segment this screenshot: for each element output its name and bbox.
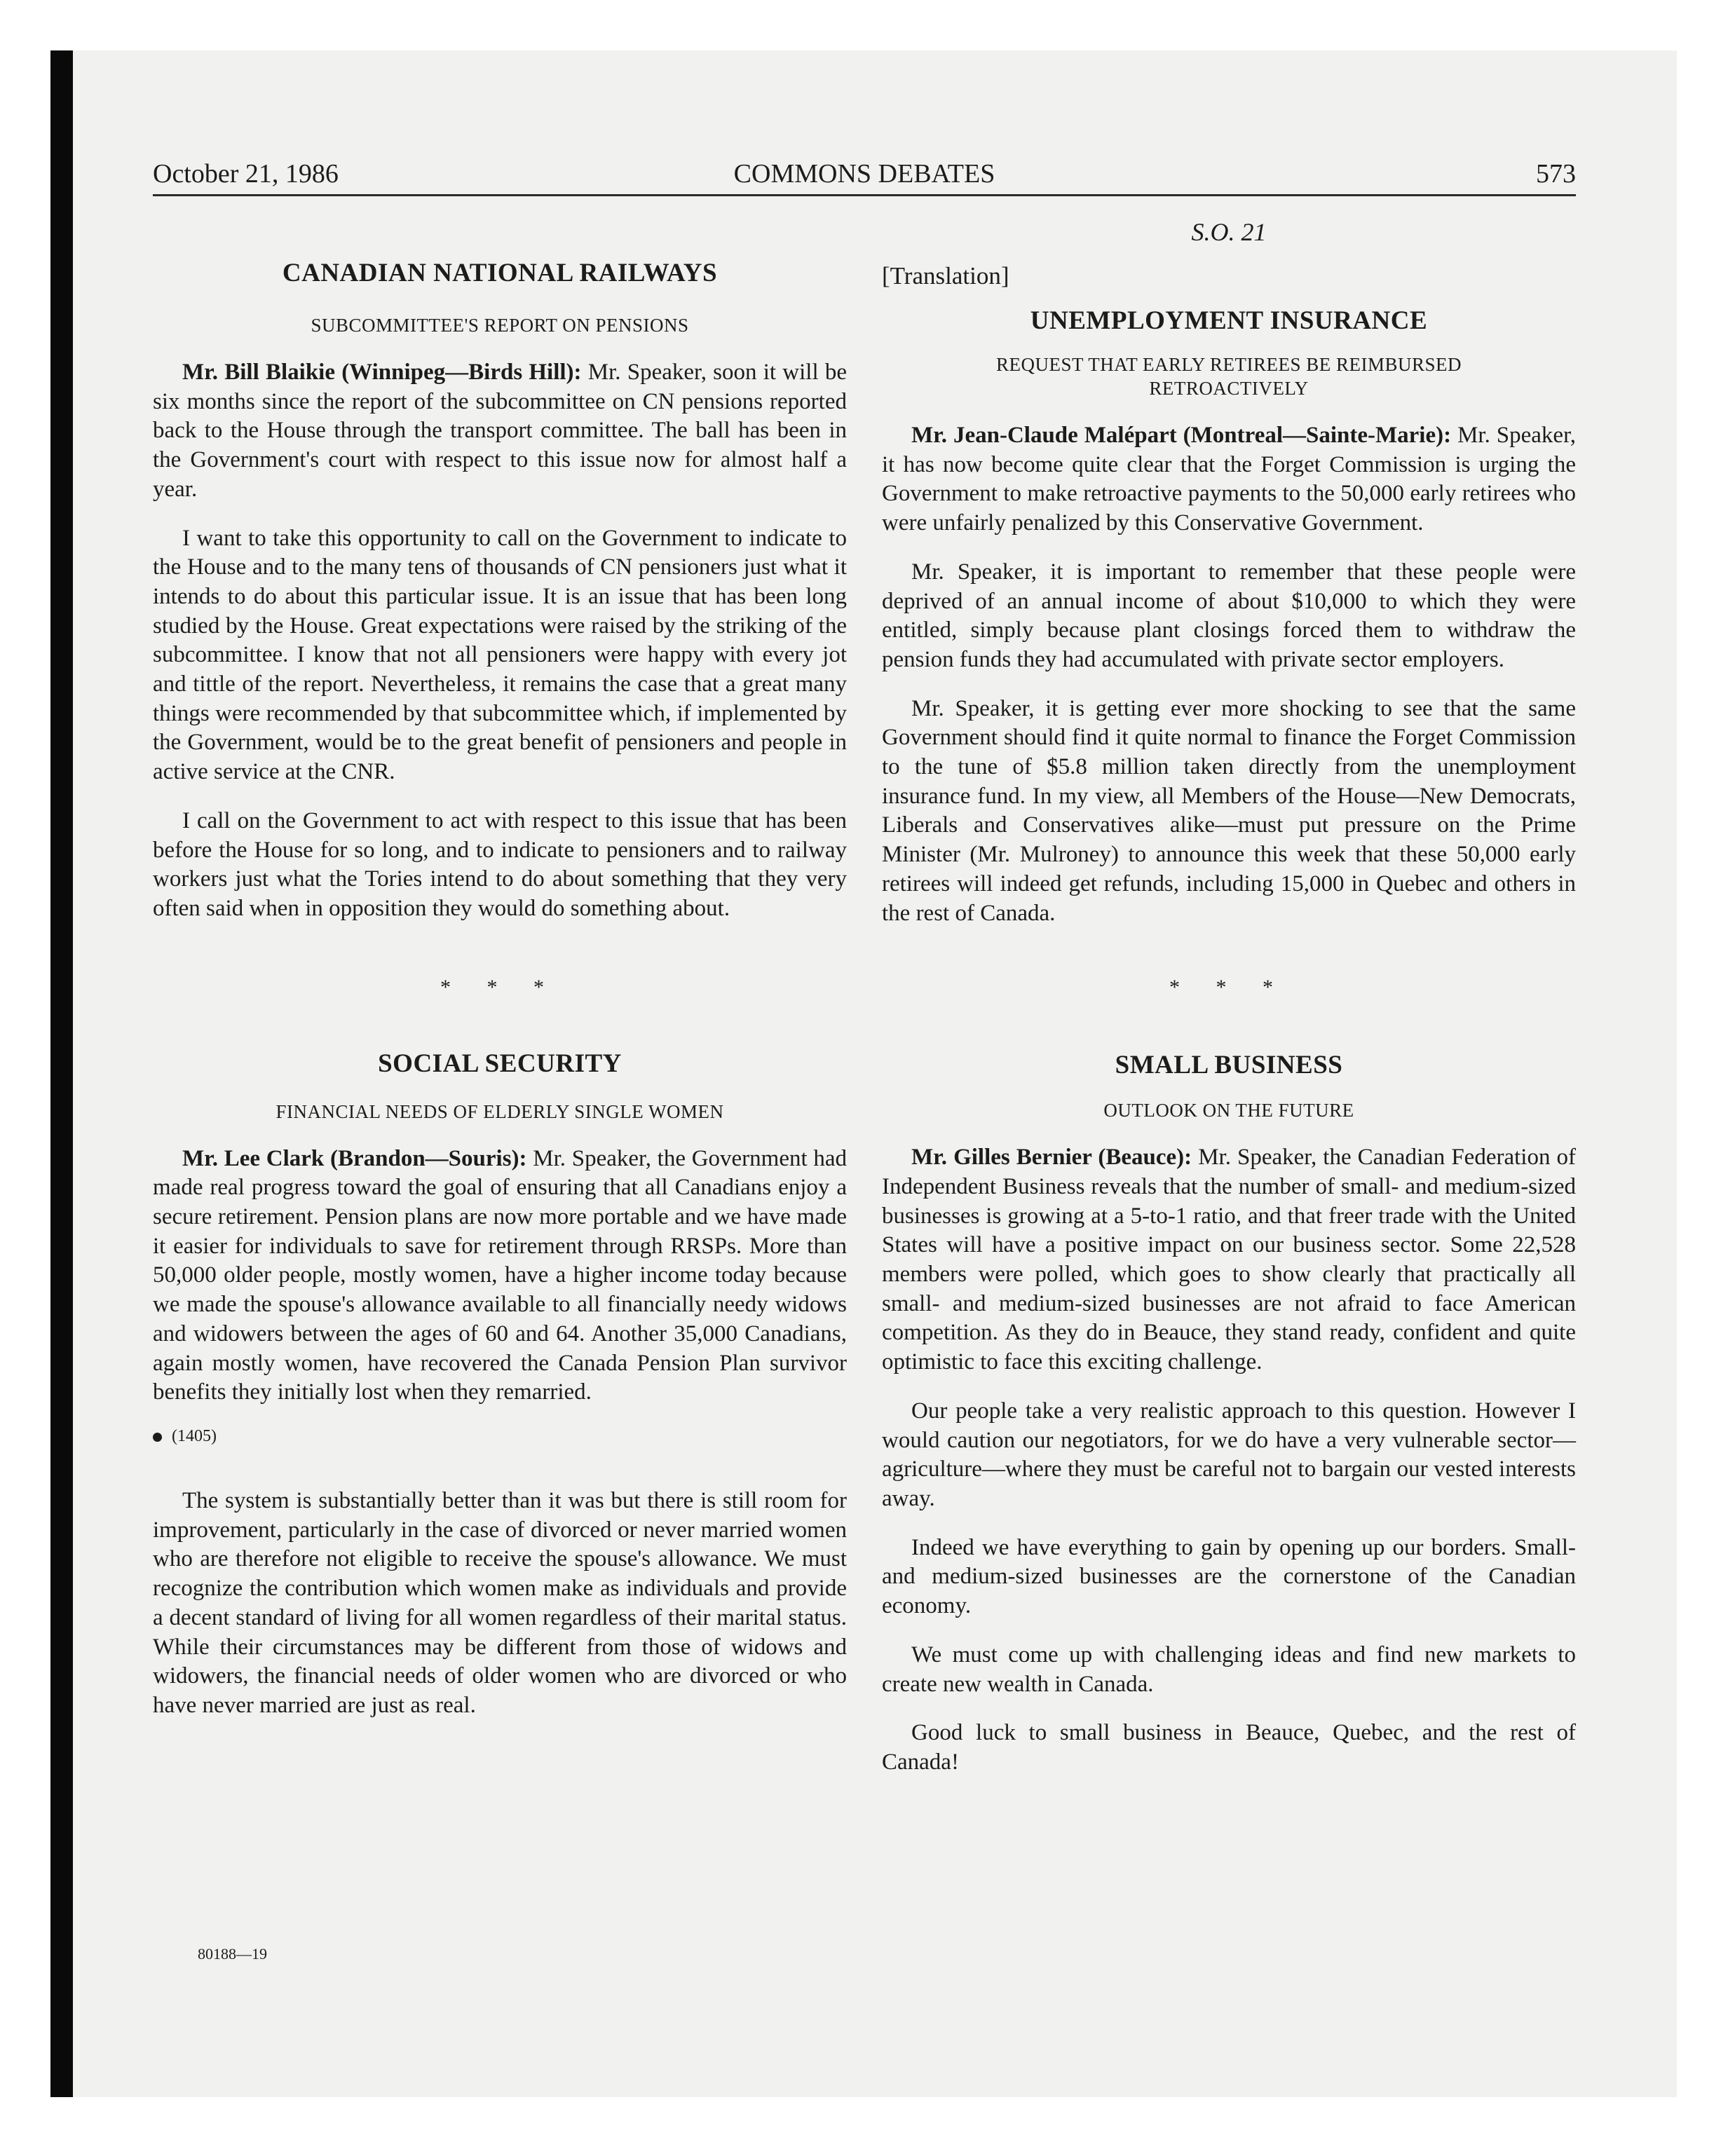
speech-paragraph: The system is substantially better than it was but there is still room for improvement, particularly in the case of divorced or never married women who are therefore not eligible to receive the spouse's allowance. We must recognize the contribution which women make as individuals and provide a decent standard of living for all women regardless of their marital status. While their circumstances may be different from those of widows and widowers, the financial needs of older women who are divorced or who have never married are just as real. bbox=[153, 1487, 847, 1718]
speech-paragraph: Mr. Jean-Claude Malépart (Montreal—Sainte-Marie): Mr. Speaker, it has now become quite clear that the Forget Commission is urging the Government to make retroactive payments to the 50,000 early retirees who were unfairly penalized by this Conservative Government. bbox=[882, 423, 1576, 536]
section-separator: * * * bbox=[1169, 976, 1288, 999]
speaker-name: Mr. Gilles Bernier (Beauce): bbox=[911, 1145, 1192, 1171]
speaker-name: Mr. Jean-Claude Malépart (Montreal—Sainte-Marie): bbox=[911, 423, 1452, 448]
speech-paragraph: Mr. Lee Clark (Brandon—Souris): Mr. Speaker, the Government had made real progress toward the goal of ensuring that all Canadians enjoy a secure retirement. Pension plans are now more portable and we have made it easier for individuals to save for retirement through RRSPs. More than 50,000 older people, mostly women, have a higher income today because we made the spouse's allowance available to all financially needy widows and widowers between the ages of 60 and 64. Another 35,000 Canadians, again mostly women, have recovered the Canada Pension Plan survivor benefits they initially lost when they remarried. bbox=[153, 1145, 848, 1405]
speech-paragraph: Good luck to small business in Beauce, Quebec, and the rest of Canada! bbox=[882, 1720, 1576, 1775]
section-subtitle-elderly-women: FINANCIAL NEEDS OF ELDERLY SINGLE WOMEN bbox=[275, 1100, 724, 1122]
section-title-cn-railways: CANADIAN NATIONAL RAILWAYS bbox=[282, 259, 718, 287]
section-subtitle-early-retirees: RETROACTIVELY bbox=[1149, 378, 1309, 399]
translation-label: [Translation] bbox=[882, 262, 1009, 289]
speech-paragraph: Mr. Speaker, it is getting ever more shocking to see that the same Government should find it quite normal to finance the Forget Commission to the tune of $5.8 million taken directly from the unemployment insurance fund. In my view, all Members of the House—New Democrats, Liberals and Conservatives alike—must put pressure on the Prime Minister (Mr. Mulroney) to announce this week that these 50,000 early retirees will indeed get refunds, including 15,000 in Quebec and others in the rest of Canada. bbox=[882, 695, 1576, 926]
footer-code: 80188—19 bbox=[198, 1945, 267, 1963]
page-number: 573 bbox=[1536, 159, 1576, 189]
header-rule bbox=[153, 194, 1576, 196]
speech-paragraph: Indeed we have everything to gain by opening up our borders. Small- and medium-sized businesses are the cornerstone of the Canadian economy. bbox=[882, 1534, 1576, 1619]
section-separator: * * * bbox=[440, 975, 559, 999]
speaker-name: Mr. Lee Clark (Brandon—Souris): bbox=[182, 1145, 527, 1171]
speech-paragraph: Mr. Gilles Bernier (Beauce): Mr. Speaker, the Canadian Federation of Independent Business reveals that the number of small- and medium-sized businesses is growing at a 5-to-1 ratio, and that freer trade with the United States will have a positive impact on our business sector. Some 22,528 members were polled, which goes to show clearly that practically all small- and medium-sized businesses are not afraid to face American competition. As they do in Beauce, they stand ready, confident and quite optimistic to face this exciting challenge. bbox=[882, 1145, 1576, 1375]
speech-paragraph: We must come up with challenging ideas and find new markets to create new wealth in Canada. bbox=[882, 1642, 1576, 1697]
standing-order-label: S.O. 21 bbox=[1191, 218, 1267, 246]
speaker-name: Mr. Bill Blaikie (Winnipeg—Birds Hill): bbox=[182, 360, 582, 385]
scan-border bbox=[50, 50, 73, 2097]
section-subtitle-pensions: SUBCOMMITTEE'S REPORT ON PENSIONS bbox=[311, 315, 689, 336]
header-date: October 21, 1986 bbox=[153, 159, 339, 189]
speech-paragraph: I want to take this opportunity to call on the Government to indicate to the House and to the many tens of thousands of CN pensioners just what it intends to do about this particular issue. It is an issue that has been long studied by the House. Great expectations were raised by the striking of the subcommittee. I know that not all pensioners were happy with every jot and tittle of the report. Nevertheless, it remains the case that a great many things were recommended by that subcommittee which, if implemented by the Government, would be to the great benefit of pensioners and people in active service at the CNR. bbox=[153, 525, 847, 785]
header-publication: COMMONS DEBATES bbox=[733, 159, 995, 189]
section-title-small-business: SMALL BUSINESS bbox=[1115, 1051, 1343, 1080]
left-column bbox=[153, 203, 847, 1740]
section-subtitle-outlook: OUTLOOK ON THE FUTURE bbox=[1103, 1100, 1354, 1121]
speech-paragraph: Mr. Bill Blaikie (Winnipeg—Birds Hill): Mr. Speaker, soon it will be six months since the report of the subcommittee on CN pensions reported back to the House through the transport committee. The ball has been in the Government's court with respect to this issue now for almost half a year. bbox=[153, 360, 847, 502]
speech-paragraph: Our people take a very realistic approach to this question. However I would caution our negotiators, for we do have a very vulnerable sector—agriculture—where they must be careful not to bargain our vested interests away. bbox=[882, 1398, 1576, 1511]
section-subtitle-early-retirees: REQUEST THAT EARLY RETIREES BE REIMBURSED bbox=[995, 354, 1462, 375]
speech-paragraph: I call on the Government to act with respect to this issue that has been before the House for so long, and to indicate to pensioners and to railway workers just what the Tories intend to do about something that they very often said when in opposition they would do something about. bbox=[153, 807, 847, 921]
section-title-social-security: SOCIAL SECURITY bbox=[378, 1049, 622, 1078]
time-marker: (1405) bbox=[153, 1427, 847, 1446]
bullet-dot-icon bbox=[153, 1433, 162, 1442]
speech-paragraph: Mr. Speaker, it is important to remember that these people were deprived of an annual income of about $10,000 to which they were entitled, simply because plant closings forced them to withdraw the pension funds they had accumulated with private sector employers. bbox=[882, 559, 1576, 672]
running-header bbox=[153, 158, 1576, 195]
section-title-unemployment: UNEMPLOYMENT INSURANCE bbox=[1030, 306, 1428, 335]
right-column bbox=[882, 203, 1576, 1797]
